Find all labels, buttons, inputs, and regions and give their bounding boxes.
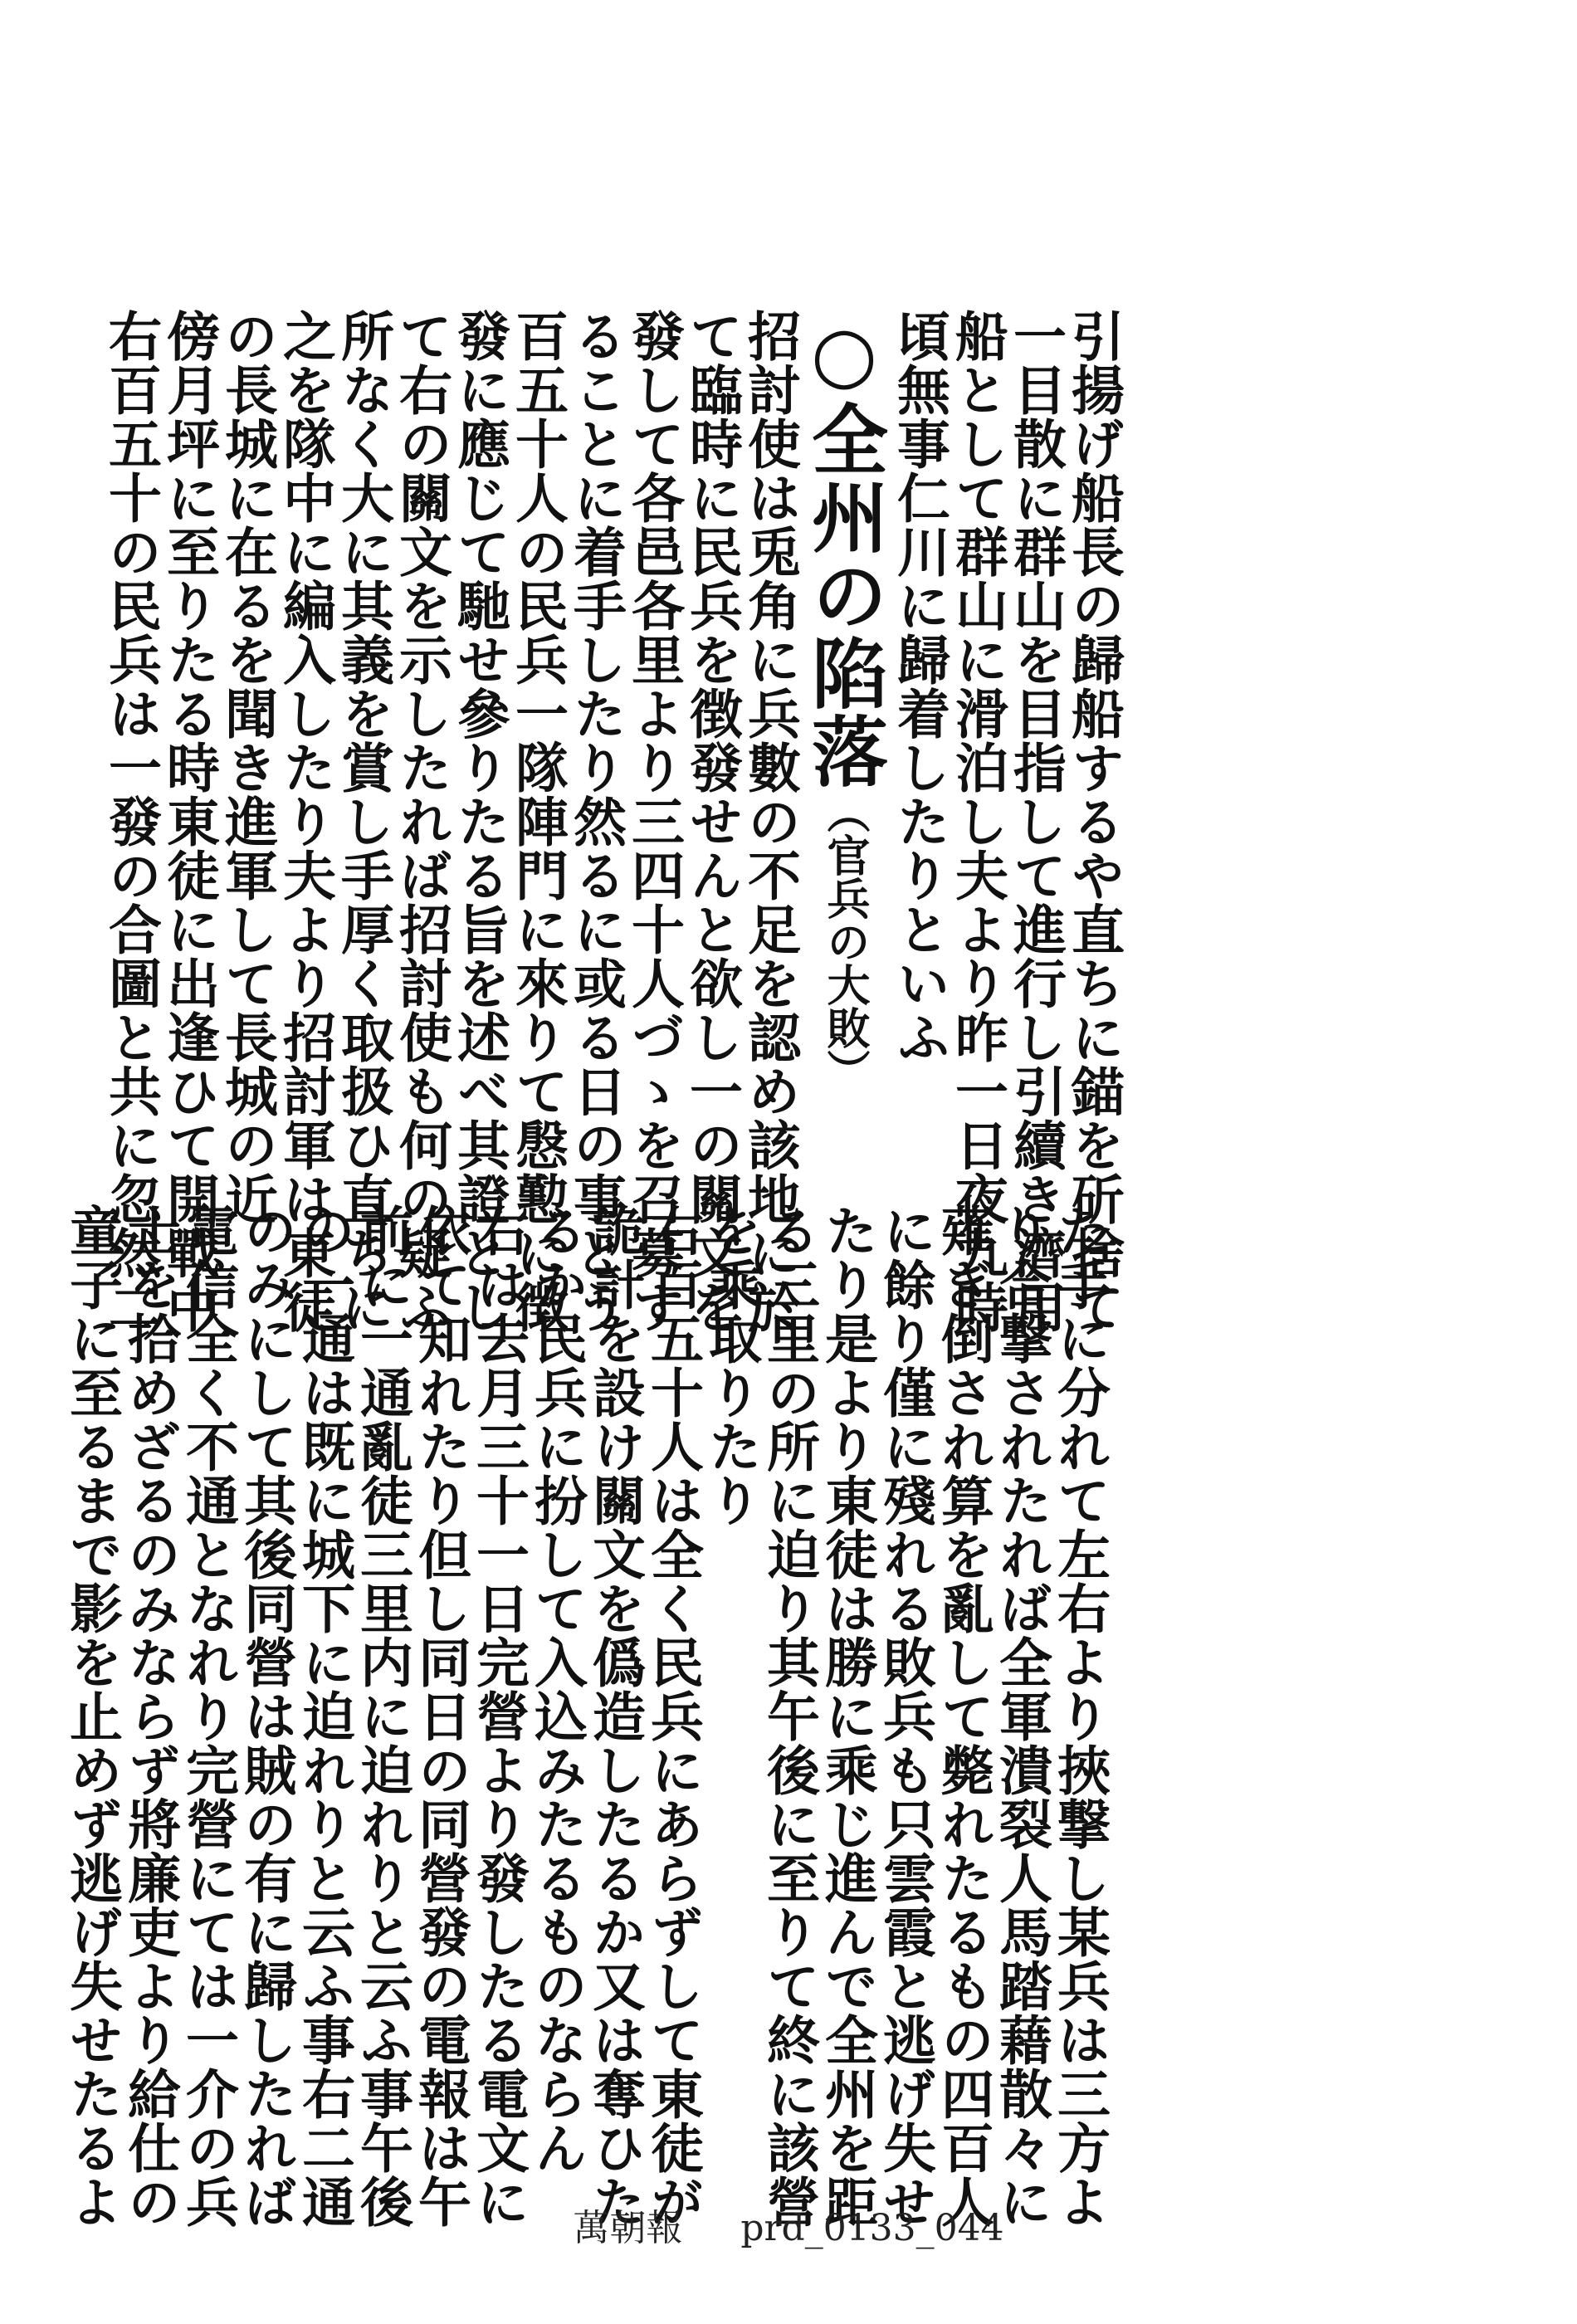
text-column: 之を隊中に編入したり夫より招討軍は東徒 xyxy=(274,309,336,1334)
article-heading xyxy=(798,309,890,1160)
text-column: 士を拾めざるのみならず將廉吏より給仕の xyxy=(119,1204,181,2229)
text-column: のみにして其後同營は賊の有に歸したれば xyxy=(235,1204,297,2229)
text-column: ることに着手したり然るに或る日の事とう xyxy=(564,309,627,1334)
text-column: に餘り僅に殘れる敗兵も只雲霞と逃げ失せ xyxy=(874,1204,936,2229)
text-column: 發して各邑各里より三四十人づゝを召募す xyxy=(622,309,685,1334)
text-column: るか民兵に扮して入込みたるものならん xyxy=(525,1204,588,2175)
heading-subtitle: （官兵の大敗） xyxy=(819,790,870,1092)
text-column: 引揚げ船長の歸船するや直ちに錨を斫捨て xyxy=(1062,309,1125,1334)
text-column: を乘取りたり xyxy=(700,1204,762,1527)
text-column: たり是より東徒は勝に乘じ進んで全州を距 xyxy=(816,1204,878,2229)
text-column: る三里の所に迫り其午後に至りて終に該營 xyxy=(758,1204,820,2229)
text-column: の一通は既に城下に迫れりと云ふ事右二通 xyxy=(293,1204,355,2229)
text-column: て右の關文を示したれば招討使も何の疑ふ xyxy=(390,309,452,1334)
heading-mark: ○ xyxy=(799,309,889,400)
text-column: た手に分れて左右より挾撃し某兵は三方よ xyxy=(1048,1204,1111,2229)
text-column: 電信全く不通となれり完營にては一介の兵 xyxy=(177,1204,239,2229)
text-column: 船として群山に滑泊し夫より昨一日夜九時 xyxy=(946,309,1008,1334)
text-column: 右は去月三十一日完營より發したる電文に xyxy=(467,1204,530,2229)
text-column: 詭計を設け關文を僞造したるか又は奪ひた xyxy=(583,1204,646,2229)
article-top-block xyxy=(100,309,1125,1334)
text-column: 頃無事仁川に歸着したりといふ xyxy=(888,309,950,1064)
text-column: の長城に在るを聞き進軍して長城の近 xyxy=(216,309,278,1226)
page-footer xyxy=(0,2198,1577,2251)
text-column: 依て知れたり但し同日の同營發の電報は午 xyxy=(409,1204,471,2229)
text-column: 傍月坪に至りたる時東徒に出逢ひて開戰中 xyxy=(158,309,220,1334)
text-column: 發に應じて馳せ參りたる旨を述べ其證とし xyxy=(448,309,510,1334)
text-column: 百五十人の民兵一隊陣門に來りて慇懃に徴 xyxy=(506,309,569,1334)
text-column: て臨時に民兵を徴發せんと欲し一の關文を xyxy=(681,309,743,1334)
text-column: 一目散に群山を目指して進行し引續き濟用 xyxy=(1004,309,1067,1334)
footer-source: 萬朝報 xyxy=(573,2207,683,2249)
heading-title: 全州の陷落 xyxy=(799,400,889,790)
footer-page-id: prd_0133_044 xyxy=(740,2207,1004,2249)
text-column: 招討使は兎角に兵數の不足を認め該地に於 xyxy=(739,309,801,1334)
text-column: 薙ぎ倒され算を亂して斃れたるもの四百人 xyxy=(932,1204,994,2229)
text-column: 右百五十の民兵は一發の合圖と共に忽然二 xyxy=(100,309,162,1334)
text-column: 右百五十人は全く民兵にあらずして東徒が xyxy=(642,1204,704,2229)
text-column: 所なく大に其義を賞し手厚く取扱ひ直ちに xyxy=(332,309,394,1334)
text-column: 童子に至るまで影を止めず逃げ失せたるよ xyxy=(61,1204,123,2229)
text-column: 前に一通亂徒三里内に迫れりと云ふ事午後 xyxy=(351,1204,413,2229)
text-column: り合撃されたれば全軍潰裂人馬踏藉散々に xyxy=(990,1204,1052,2229)
